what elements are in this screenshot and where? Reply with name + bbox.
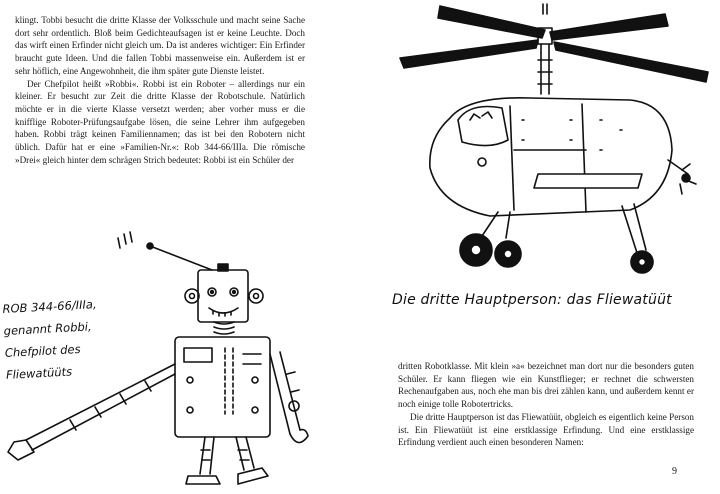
fliewatueuet-illustration xyxy=(410,0,710,280)
right-paragraph-2: Die dritte Hauptperson ist das Fliewatüüt, obgleich es eigentlich keine Person ist. Ein Fliewatüüt ist eine erstklassige Erfindung. Und eine erstklassige Erfindung verdient auch einen besonderen Namen: xyxy=(398,411,694,448)
left-paragraph-2: Der Chefpilot heißt »Robbi«. Robbi ist ein Roboter – allerdings nur ein kleiner. Er besucht zur Zeit die dritte Klasse der Robotschule. Natürlich möchte er in die vierte Klasse versetzt werden; aber vorher muss er die knifflige Roboter-Prüfungsaufgabe lösen, die seine Lehrer ihm aufgegeben haben. Robbi trägt keinen Familiennamen; das ist bei den Robotern nicht üblich. Dafür hat er eine »Familien-Nr.«: Rob 344-66/IIIa. Die römische »Drei« gleich hinter dem schrägen Strich bedeutet: Robbi ist ein Schüler der xyxy=(15,78,305,165)
robot-caption-line-4: Fliewatüüts xyxy=(5,364,73,382)
page-number: 9 xyxy=(672,466,677,477)
robot-caption-line-3: Chefpilot des xyxy=(4,341,81,360)
robot-caption-line-2: genannt Robbi, xyxy=(3,319,92,338)
left-page-text xyxy=(15,14,305,166)
right-paragraph-1: dritten Robotklasse. Mit klein »a« bezeichnet man dort nur die besonders guten Schüler. Er kann fliegen wie ein Kunstflieger; er rechnet die schwersten Rechenaufgaben aus, noch ehe man bis drei zählen kann, und außerdem kennt er noch einige tolle Robotertricks. xyxy=(398,361,694,410)
left-paragraph-1: klingt. Tobbi besucht die dritte Klasse der Volksschule und macht seine Sache dort sehr ordentlich. Bloß beim Gedichteaufsagen ist er keine Leuchte. Doch das wirft einen Erfinder nicht gleich um. Da ist anderes wichtiger: Ein Erfinder braucht gute Ideen. Und die fallen Tobbi massenweise ein. Außerdem ist er sehr höflich, eine Angewohnheit, die ihm später gute Dienste leistet. xyxy=(15,15,305,76)
fliewatueuet-caption: Die dritte Hauptperson: das Fliewatüüt xyxy=(392,292,672,308)
right-page-text xyxy=(398,360,694,449)
robot-caption xyxy=(2,292,126,386)
robot-caption-line-1: ROB 344-66/IIIa, xyxy=(2,297,97,316)
